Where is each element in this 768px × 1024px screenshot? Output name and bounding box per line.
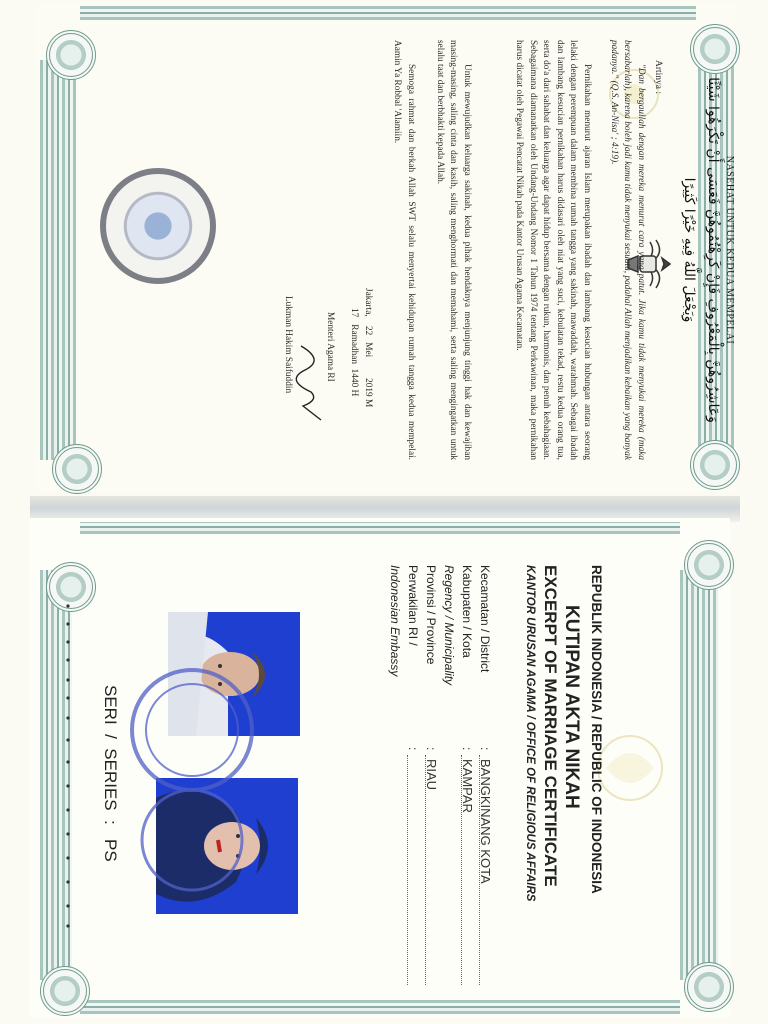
certificate-title-en: EXCERPT OF MARRIAGE CERTIFICATE — [541, 565, 560, 887]
bottom-page-border-top — [80, 522, 680, 534]
regency-value: KAMPAR — [460, 759, 475, 813]
place-date-gregorian: Jakarta, 22 Mei 2019 M — [363, 288, 373, 408]
paragraph-1: Pernikahan menurut ajaran Islam merupakan ibadah dan lambang kesucian hubungan antara seorang lelaki dengan perempuan dalam membina rumah tangga yang sakinah, mawaddah, warahmah. Sebagai ibadah dan lambang kesucian pernikahan harus didasari oleh niat yang suci, kebulatan tekad, restu kedua orang tua, serta do'a dari sahabat dan keluarga agar dapat hidup bersama dengan rukun, harmonis, dan penuh kebahagiaan. Sebagaimana diamanatkan oleh Undang-Undang Nomor 1 Tahun 1974 tentang Perkawinan, maka pernikahan harus dicatat oleh Pegawai Pencatat Nikah pada Kantor Urusan Agama Kecamatan. — [514, 40, 592, 460]
arabic-verse-line1: وَعَاشِرُوهُنَّ بِالْمَعْرُوفِ فَإِنْ كَرِهْتُمُوهُنَّ فَعَسَى أَنْ تَكْرَهُوا شَيْئًا — [705, 77, 721, 423]
province-value: RIAU — [424, 759, 439, 791]
series-number: SERI / SERIES : PS — [101, 685, 120, 862]
label-artinya: Artinya : — [653, 60, 663, 95]
place-date — [347, 288, 375, 448]
signer-name: Lukman Hakim Saifuddin — [283, 296, 293, 394]
verse-translation: "Dan bergaullah dengan mereka menurut cara yang patut. Jika kamu tidak menyukai mereka (maka bersabarlah), karena boleh jadi kamu tidak menyukai sesuatu, padahal Allah menjadikan kebaikan yang banyak padanya." (Q.S. An-Nisa' ; 4:19). — [609, 40, 646, 460]
corner-ornament-icon — [684, 962, 734, 1012]
office-stamp-icon — [122, 640, 262, 900]
signature-icon — [293, 340, 329, 430]
perforation-marks — [56, 600, 80, 930]
signer-title: Menteri Agama RI — [325, 312, 335, 382]
advice-text-block — [35, 40, 735, 460]
corner-ornament-icon — [684, 540, 734, 590]
certificate-title-id: KUTIPAN AKTA NIKAH — [561, 605, 582, 809]
office-heading: KANTOR URUSAN AGAMA / OFFICE OF RELIGIOUS AFFAIRS — [524, 565, 536, 902]
advice-title: NASEHAT UNTUK KEDUA MEMPELAI — [724, 155, 735, 345]
top-page-border-top — [80, 6, 696, 20]
paragraph-2: Untuk mewujudkan keluarga sakinah, kedua pihak hendaknya menjunjung tinggi hak dan kewajiban masing-masing, saling cinta dan kasih, saling menghormati dan memahami, serta saling mengingatkan untuk selalu taat dan berbhakti kepada Allah. — [435, 40, 472, 460]
place-date-hijri: 17 Ramadhan 1440 H — [349, 308, 359, 397]
republic-heading: REPUBLIK INDONESIA / REPUBLIC OF INDONESIA — [589, 565, 604, 894]
paragraph-3: Semoga rahmat dan berkah Allah SWT selalu menyertai kehidupan rumah tangga kedua mempelai. Aamin Ya Robbal 'Alamiin. — [392, 40, 416, 460]
certificate-text-block: REPUBLIK INDONESIA / REPUBLIC OF INDONESIA KUTIPAN AKTA NIKAH EXCERPT OF MARRIAGE CERTIFICATE KANTOR URUSAN AGAMA / OFFICE OF RELIGIOUS AFFAIRS Kecamatan / District : BANGKINANG KOTA Kabupaten / Kota : KAMPAR Regency / Municipality Provinsi / Province : RIAU Perwakilan RI / : Indonesian Embassy SERI / SERIES : PS — [44, 565, 604, 1015]
arabic-verse-line2: وَيَجْعَلَ اللَّهُ فِيهِ خَيْرًا كَثِيرًا — [681, 177, 697, 323]
district-value: BANGKINANG KOTA — [478, 759, 493, 884]
bottom-page-border-right — [680, 570, 718, 980]
